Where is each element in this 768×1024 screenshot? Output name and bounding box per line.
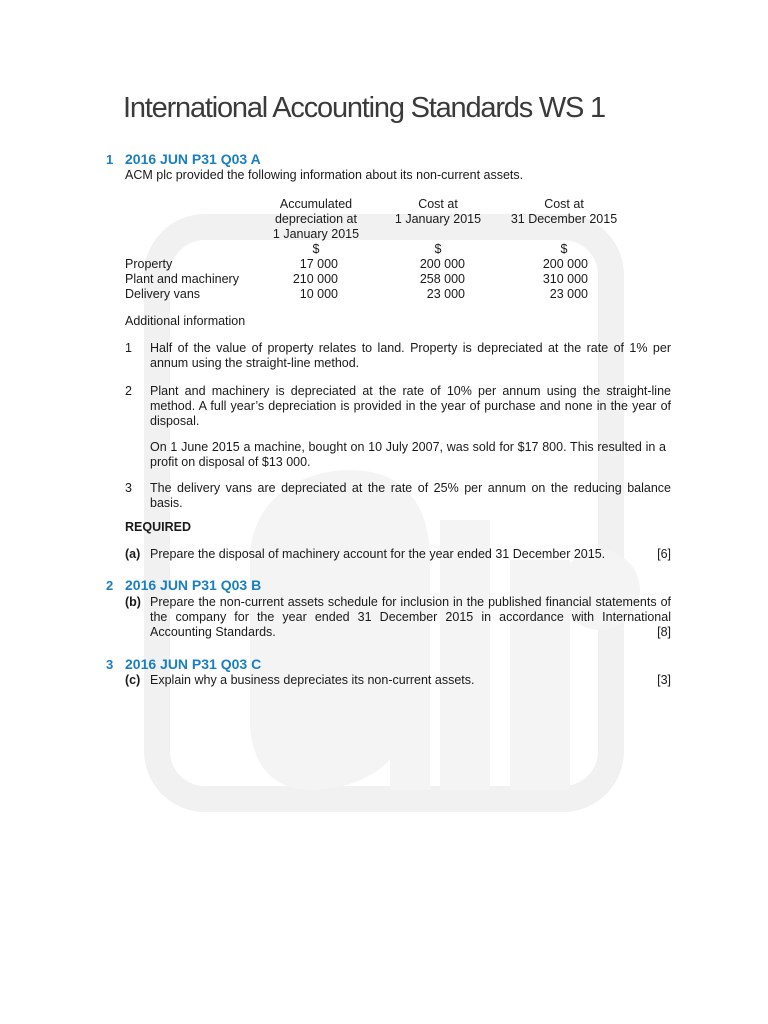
question-number-1: 1 [106,152,114,167]
table-row-label: Property [125,257,173,271]
question-heading-3: 2016 JUN P31 Q03 C [125,656,262,672]
table-cell: 210 000 [292,272,338,286]
required-label: REQUIRED [125,520,191,534]
item-text: Plant and machinery is depreciated at the rate of 10% per annum using the straight-line method. A full year’s depreciation is provided in the year of purchase and none in the year of disposal. [150,384,671,428]
part-text-c: Explain why a business depreciates its non-current assets. [150,673,475,687]
table-row-label: Plant and machinery [125,272,239,286]
marks-a: [6] [657,547,671,561]
part-text-a: Prepare the disposal of machinery account for the year ended 31 December 2015. [150,547,606,561]
part-label-b: (b) [125,595,141,609]
item-number: 2 [125,384,132,398]
table-header-cost-jan: Cost at 1 January 2015 $ [394,197,482,256]
table-header-accumulated: Accumulated depreciation at 1 January 2015 $ [272,197,360,256]
part-label-a: (a) [125,547,141,561]
marks-b: [8] [657,625,671,639]
question-intro: ACM plc provided the following information about its non-current assets. [125,168,524,182]
table-row-label: Delivery vans [125,287,201,301]
item-number: 3 [125,481,132,495]
table-header-cost-dec: Cost at 31 December 2015 $ [510,197,618,256]
table-cell: 23 000 [549,287,588,301]
item-number: 1 [125,341,132,355]
marks-c: [3] [657,673,671,687]
table-cell: 258 000 [419,272,465,286]
item-extra-text: On 1 June 2015 a machine, bought on 10 July 2007, was sold for $17 800. This resulted in a profit on disposal of $13 000. [150,440,666,469]
item-text: The delivery vans are depreciated at the rate of 25% per annum on the reducing balance basis. [150,481,671,510]
page-title: International Accounting Standards WS 1 [123,92,605,124]
question-heading-2: 2016 JUN P31 Q03 B [125,577,262,593]
question-heading-1: 2016 JUN P31 Q03 A [125,151,261,167]
question-number-3: 3 [106,657,114,672]
table-cell: 10 000 [299,287,338,301]
part-text-b: Prepare the non-current assets schedule for inclusion in the published financial statements of the company for the year ended 31 December 2015 in accordance with International Accounting Standards. [150,595,671,639]
item-text: Half of the value of property relates to land. Property is depreciated at the rate of 1% per annum using the straight-line method. [150,341,671,370]
question-number-2: 2 [106,578,114,593]
table-cell: 17 000 [299,257,338,271]
part-label-c: (c) [125,673,141,687]
table-cell: 310 000 [542,272,588,286]
table-cell: 200 000 [419,257,465,271]
table-cell: 23 000 [426,287,465,301]
additional-info-heading: Additional information [125,314,246,328]
table-cell: 200 000 [542,257,588,271]
